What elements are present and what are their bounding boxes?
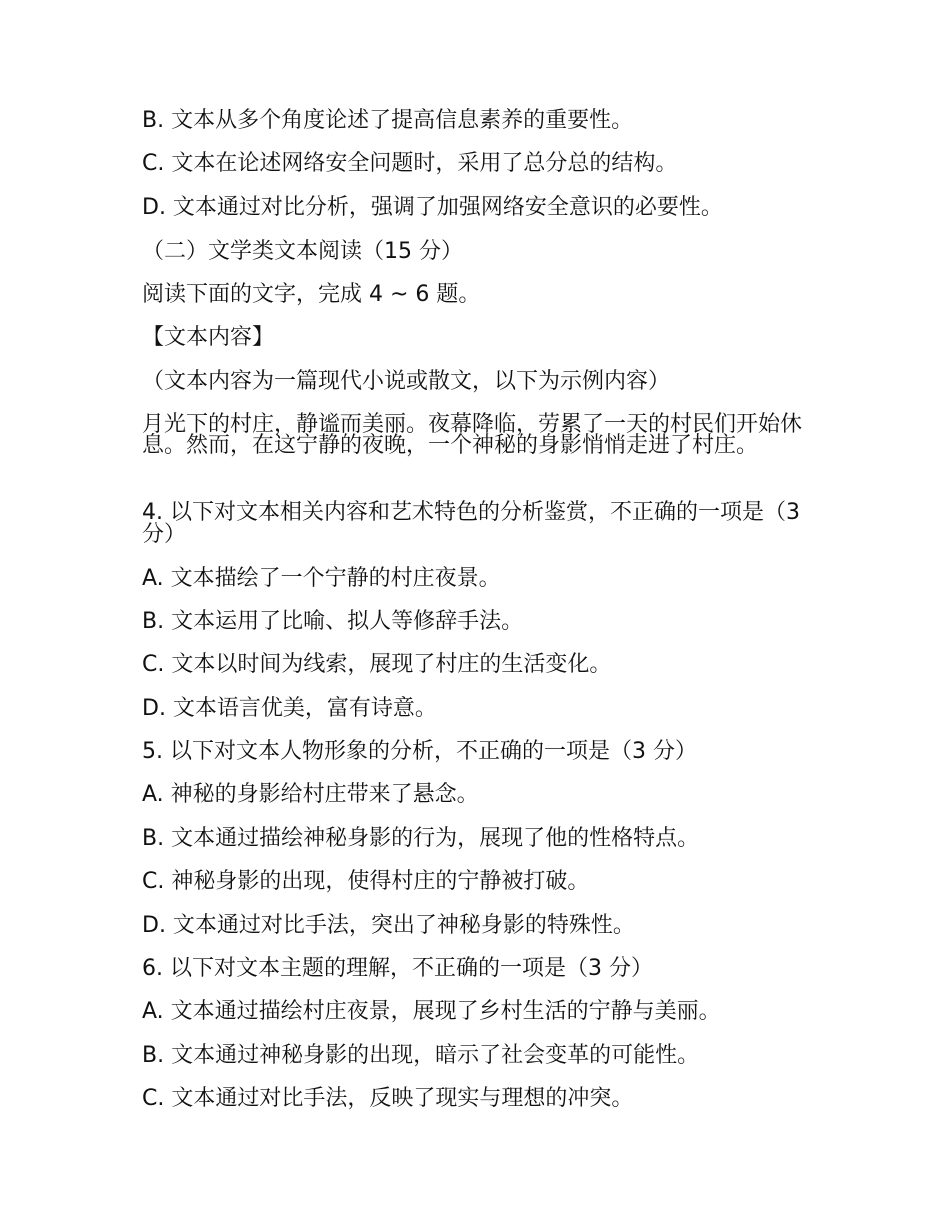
question-6-option-c: C. 文本通过对比手法，反映了现实与理想的冲突。 <box>142 1086 634 1111</box>
text-content-heading: 【文本内容】 <box>142 325 275 350</box>
question-5: 5. 以下对文本人物形象的分析，不正确的一项是（3 分） <box>142 739 697 764</box>
sample-text-paragraph: 月光下的村庄，静谧而美丽。夜幕降临，劳累了一天的村民们开始休息。然而，在这宁静的夜晚，一个神秘的身影悄悄走进了村庄。 <box>142 412 803 458</box>
question-5-option-b: B. 文本通过描绘神秘身影的行为，展现了他的性格特点。 <box>142 826 700 851</box>
reading-instruction: 阅读下面的文字，完成 4 ~ 6 题。 <box>142 282 481 307</box>
question-4-option-d: D. 文本语言优美，富有诗意。 <box>142 696 437 721</box>
option-d-line: D. 文本通过对比分析，强调了加强网络安全意识的必要性。 <box>142 195 723 220</box>
question-4-option-c: C. 文本以时间为线索，展现了村庄的生活变化。 <box>142 652 612 677</box>
question-5-option-a: A. 神秘的身影给村庄带来了悬念。 <box>142 782 479 807</box>
question-4-option-a: A. 文本描绘了一个宁静的村庄夜景。 <box>142 566 501 591</box>
option-b-line: B. 文本从多个角度论述了提高信息素养的重要性。 <box>142 108 634 133</box>
question-5-option-c: C. 神秘身影的出现，使得村庄的宁静被打破。 <box>142 869 590 894</box>
question-6-option-a: A. 文本通过描绘村庄夜景，展现了乡村生活的宁静与美丽。 <box>142 999 721 1024</box>
section-heading: （二）文学类文本阅读（15 分） <box>142 239 463 264</box>
question-4-option-b: B. 文本运用了比喻、拟人等修辞手法。 <box>142 609 524 634</box>
question-4: 4. 以下对文本相关内容和艺术特色的分析鉴赏，不正确的一项是（3 分） <box>142 500 800 547</box>
text-content-note: （文本内容为一篇现代小说或散文，以下为示例内容） <box>142 369 671 394</box>
option-c-line: C. 文本在论述网络安全问题时，采用了总分总的结构。 <box>142 151 678 176</box>
question-6-option-b: B. 文本通过神秘身影的出现，暗示了社会变革的可能性。 <box>142 1043 700 1068</box>
question-5-option-d: D. 文本通过对比手法，突出了神秘身影的特殊性。 <box>142 913 635 938</box>
question-6: 6. 以下对文本主题的理解，不正确的一项是（3 分） <box>142 956 653 981</box>
